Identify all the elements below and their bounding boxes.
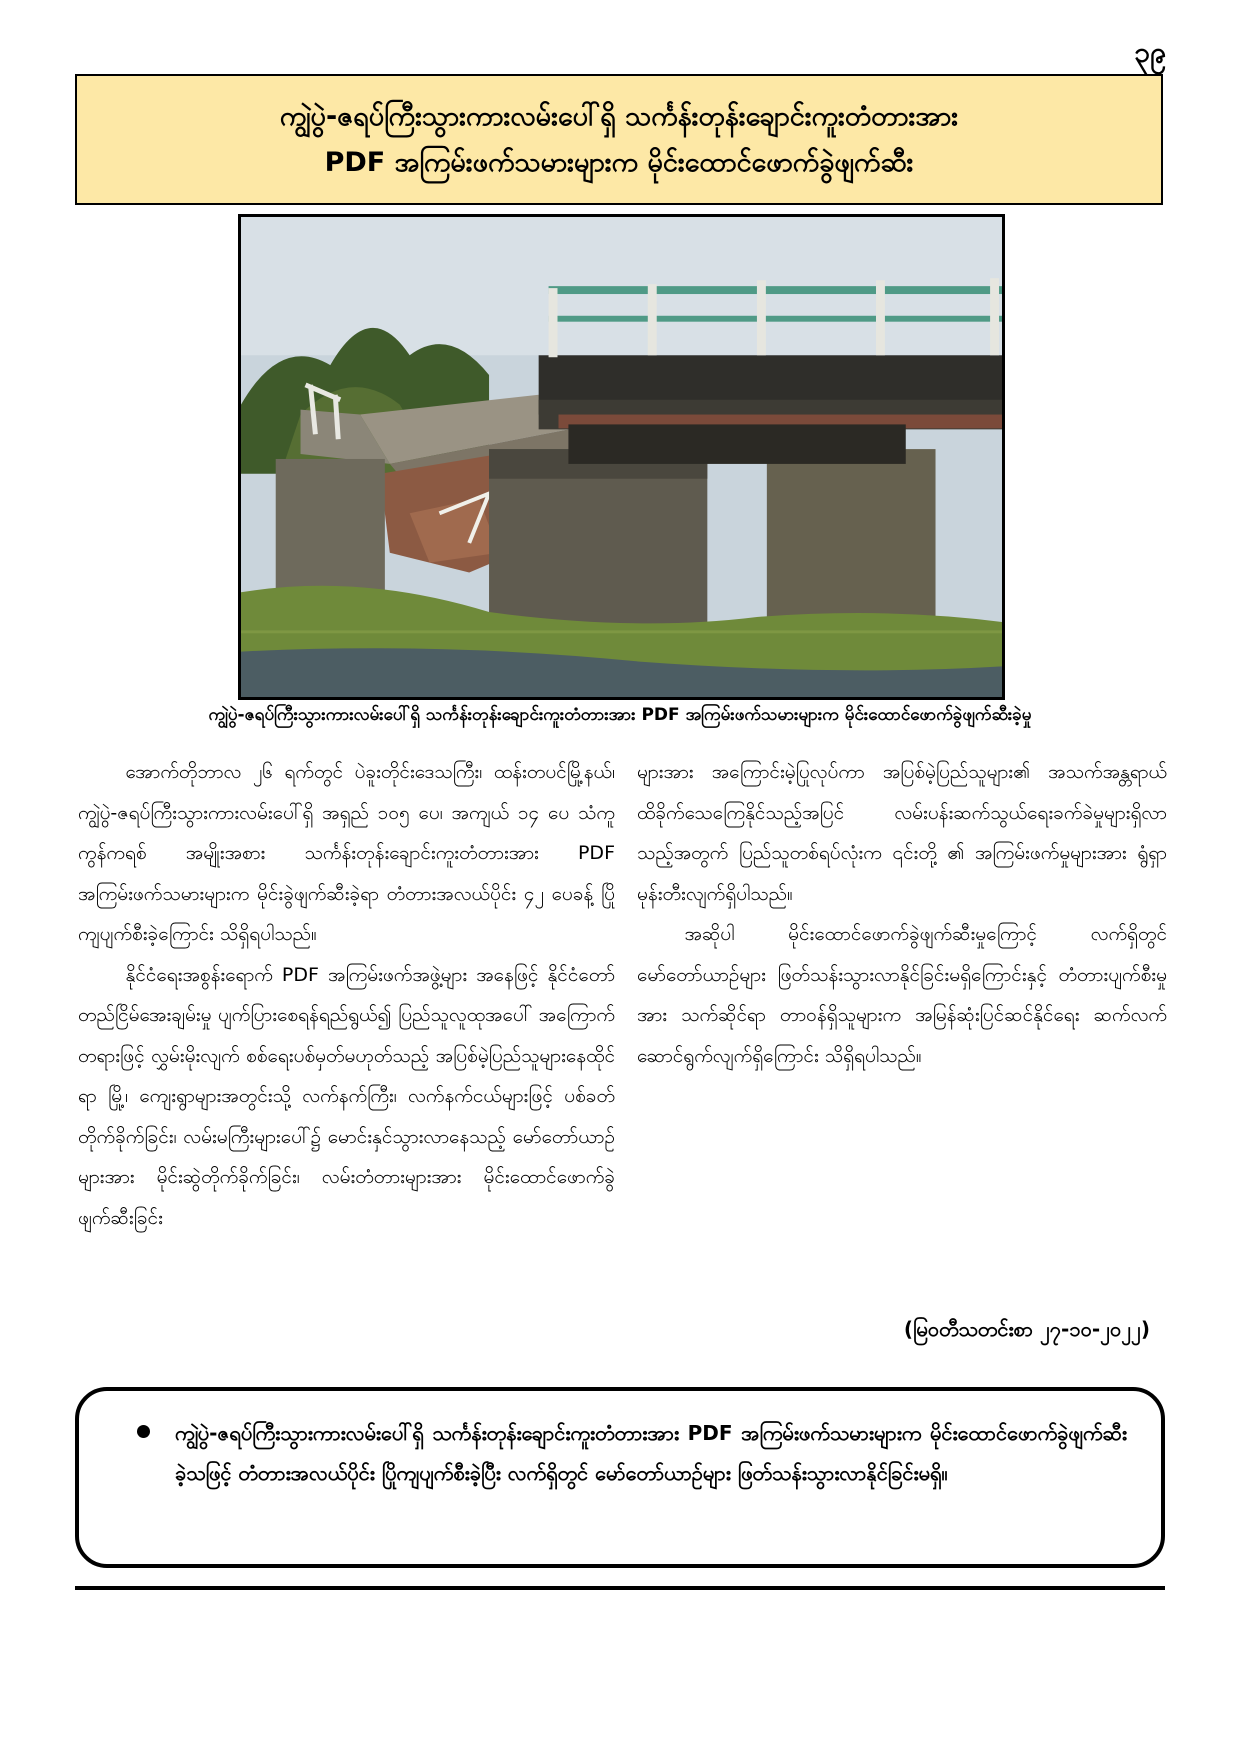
bridge-photo-illustration <box>241 217 1002 697</box>
bottom-divider <box>75 1586 1165 1590</box>
article-column-left <box>78 752 615 1238</box>
article-paragraph: များအား အကြောင်းမဲ့ပြုလုပ်ကာ အပြစ်မဲ့ပြည်သူများ၏ အသက်အန္တရာယ် ထိခိုက်သေကြေနိုင်သည့်အပြင် လမ်းပန်းဆက်သွယ်ရေးခက်ခဲမှုများရှိလာသည့်အတွက် ပြည်သူတစ်ရပ်လုံးက ၎င်းတို့ ၏ အကြမ်းဖက်မှုများအား ရွံရှာမုန်းတီးလျက်ရှိပါသည်။ <box>637 761 1167 905</box>
article-column-right <box>637 752 1167 1076</box>
headline-line-2: PDF အကြမ်းဖက်သမားများက မိုင်းထောင်ဖောက်ခွဲဖျက်ဆီး <box>324 146 914 178</box>
bridge-photo <box>238 214 1005 700</box>
page-number: ၃၉ <box>1134 36 1166 69</box>
headline-box <box>75 74 1163 205</box>
summary-text: ကျွဲပွဲ-ဇရပ်ကြီးသွားကားလမ်းပေါ်ရှိ သင်္ကန်းတုန်းချောင်းကူးတံတားအား PDF အကြမ်းဖက်သမားများက မိုင်းထောင်ဖောက်ခွဲဖျက်ဆီးခဲ့သဖြင့် တံတားအလယ်ပိုင်း ပြိုကျပျက်စီးခဲ့ပြီး လက်ရှိတွင် မော်တော်ယာဉ်များ ဖြတ်သန်းသွားလာနိုင်ခြင်းမရှိ။ <box>175 1421 1127 1485</box>
summary-box <box>75 1387 1165 1568</box>
article-paragraph: နိုင်ငံရေးအစွန်းရောက် PDF အကြမ်းဖက်အဖွဲ့များ အနေဖြင့် နိုင်ငံတော်တည်ငြိမ်အေးချမ်းမှု ပျက်ပြားစေရန်ရည်ရွယ်၍ ပြည်သူလူထုအပေါ် အကြောက်တရားဖြင့် လွှမ်းမိုးလျက် စစ်ရေးပစ်မှတ်မဟုတ်သည့် အပြစ်မဲ့ပြည်သူများနေထိုင်ရာ မြို့၊ ကျေးရွာများအတွင်းသို့ လက်နက်ကြီး၊ လက်နက်ငယ်များဖြင့် ပစ်ခတ်တိုက်ခိုက်ခြင်း၊ လမ်းမကြီးများပေါ်၌ မောင်းနှင်သွားလာနေသည့် မော်တော်ယာဉ်များအား မိုင်းဆွဲတိုက်ခိုက်ခြင်း၊ လမ်းတံတားများအား မိုင်းထောင်ဖောက်ခွဲဖျက်ဆီးခြင်း <box>78 963 615 1229</box>
article-paragraph: အဆိုပါ မိုင်းထောင်ဖောက်ခွဲဖျက်ဆီးမှုကြောင့် လက်ရှိတွင် မော်တော်ယာဉ်များ ဖြတ်သန်းသွားလာနိုင်ခြင်းမရှိကြောင်းနှင့် တံတားပျက်စီးမှုအား သက်ဆိုင်ရာ တာဝန်ရှိသူများက အမြန်ဆုံးပြင်ဆင်နိုင်ရေး ဆက်လက်ဆောင်ရွက်လျက်ရှိကြောင်း သိရှိရပါသည်။ <box>637 923 1167 1067</box>
headline-line-1: ကျွဲပွဲ-ဇရပ်ကြီးသွားကားလမ်းပေါ်ရှိ သင်္ကန်းတုန်းချောင်းကူးတံတားအား <box>279 100 959 132</box>
photo-caption: ကျွဲပွဲ-ဇရပ်ကြီးသွားကားလမ်းပေါ်ရှိ သင်္ကန်းတုန်းချောင်းကူးတံတားအား PDF အကြမ်းဖက်သမားများက မိုင်းထောင်ဖောက်ခွဲဖျက်ဆီးခဲ့မှု <box>208 705 1032 725</box>
source-citation: (မြဝတီသတင်းစာ ၂၇-၁၀-၂၀၂၂) <box>903 1317 1150 1341</box>
article-paragraph: အောက်တိုဘာလ ၂၆ ရက်တွင် ပဲခူးတိုင်းဒေသကြီး၊ ထန်းတပင်မြို့နယ်၊ ကျွဲပွဲ-ဇရပ်ကြီးသွားကားလမ်းပေါ်ရှိ အရှည် ၁၀၅ ပေ၊ အကျယ် ၁၄ ပေ သံကူကွန်ကရစ် အမျိုးအစား သင်္ကန်းတုန်းချောင်းကူးတံတားအား PDF အကြမ်းဖက်သမားများက မိုင်းခွဲဖျက်ဆီးခဲ့ရာ တံတားအလယ်ပိုင်း ၄၂ ပေခန့် ပြိုကျပျက်စီးခဲ့ကြောင်း သိရှိရပါသည်။ <box>78 761 615 945</box>
bullet-dot-icon <box>137 1425 150 1438</box>
